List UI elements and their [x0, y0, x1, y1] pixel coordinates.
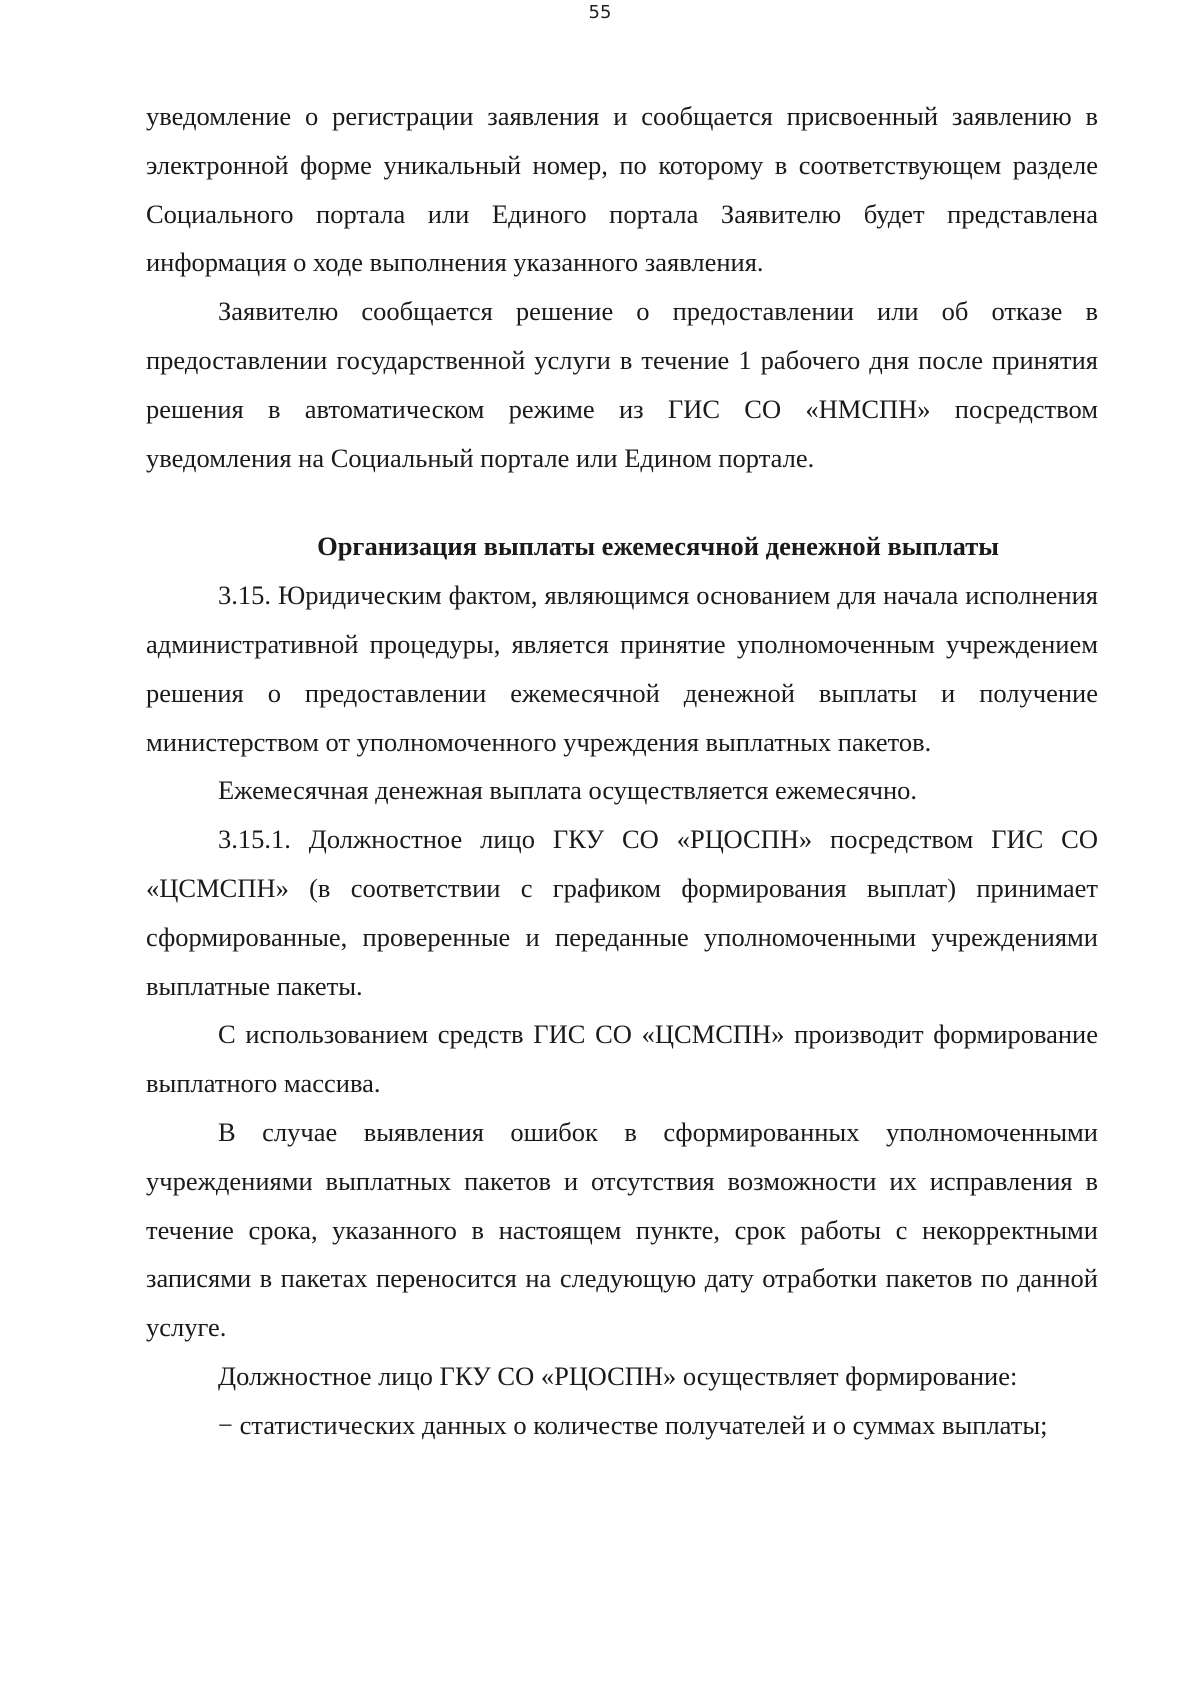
paragraph-3-15: 3.15. Юридическим фактом, являющимся основанием для начала исполнения административной процедуры, является принятие уполномоченным учреждением решения о предоставлении ежемесячной денежной выплаты и получение министерством от уполномоченного учреждения выплатных пакетов. — [146, 580, 1098, 757]
paragraph-payment-array: С использованием средств ГИС СО «ЦСМСПН» производит формирование выплатного массива. — [146, 1019, 1098, 1099]
page-number: 55 — [588, 2, 612, 23]
paragraph-monthly-payment: Ежемесячная денежная выплата осуществляется ежемесячно. — [218, 775, 918, 806]
paragraph-decision-notice: Заявителю сообщается решение о предоставлении или об отказе в предоставлении государственной услуги в течение 1 рабочего дня после принятия решения в автоматическом режиме из ГИС СО «НМСПН» посредством уведомления на Социальный портале или Едином портале. — [146, 296, 1098, 473]
paragraph-3-15-1: 3.15.1. Должностное лицо ГКУ СО «РЦОСПН» посредством ГИС СО «ЦСМСПН» (в соответствии с графиком формирования выплат) принимает сформированные, проверенные и переданные уполномоченными учреждениями выплатные пакеты. — [146, 824, 1098, 1001]
paragraph-registration-notice: уведомление о регистрации заявления и сообщается присвоенный заявлению в электронной форме уникальный номер, по которому в соответствующем разделе Социального портала или Единого портала Заявителю будет представлена информация о ходе выполнения указанного заявления. — [146, 101, 1098, 278]
list-item-statistics: − статистических данных о количестве получателей и о суммах выплаты; — [218, 1409, 1048, 1440]
section-heading: Организация выплаты ежемесячной денежной выплаты — [317, 531, 999, 562]
document-body — [146, 92, 1098, 1450]
paragraph-errors: В случае выявления ошибок в сформированных уполномоченными учреждениями выплатных пакетов и отсутствия возможности их исправления в течение срока, указанного в настоящем пункте, срок работы с некорректными записями в пакетах переносится на следующую дату отработки пакетов по данной услуге. — [146, 1116, 1098, 1343]
paragraph-official-forms: Должностное лицо ГКУ СО «РЦОСПН» осуществляет формирование: — [218, 1360, 1018, 1391]
